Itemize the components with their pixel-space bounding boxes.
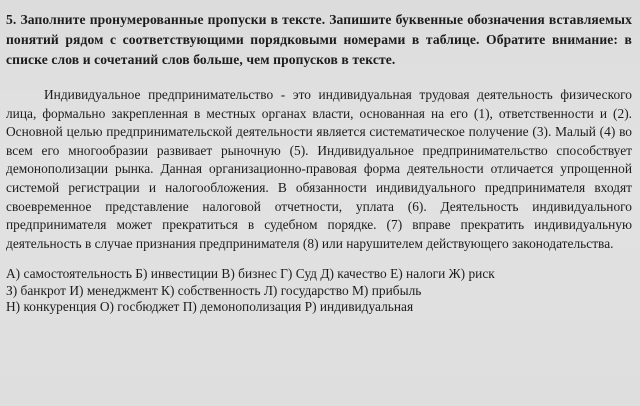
options-line-1: А) самостоятельность Б) инвестиции В) бизнес Г) Суд Д) качество Е) налоги Ж) риск: [6, 266, 495, 282]
passage-text: Индивидуальное предпринимательство - это индивидуальная трудовая деятельность физического лица, формально закрепленная в местных органах власти, основанная на его (1), ответственности и (2). Основной целью предпринимательской деятельности является систематическое получение (3). Малый (4) во всем его многообразии развивает рыночную (5). Индивидуальное предпринимательство способствует демонополизации рынка. Данная организационно-правовая форма деятельности отличается упрощенной системой регистрации и налогообложения. В обязанности индивидуального предпринимателя входят своевременное представление налоговой отчетности, уплата (6). Деятельность индивидуального предпринимателя может прекратиться в судебном порядке. (7) вправе прекратить индивидуальную деятельность в случае признания предпринимателя (8) или нарушителем действующего законодательства.: [6, 87, 632, 251]
options-line-3: Н) конкуренция О) госбюджет П) демонополизация Р) индивидуальная: [6, 299, 414, 315]
options-list: [6, 266, 632, 316]
task-instruction: 5. Заполните пронумерованные пропуски в тексте. Запишите буквенные обозначения вставляемых понятий рядом с соответствующими порядковыми номерами в таблице. Обратите внимание: в списке слов и сочетаний слов больше, чем пропусков в тексте.: [6, 12, 632, 67]
options-line-2: З) банкрот И) менеджмент К) собственность Л) государство М) прибыль: [6, 282, 422, 298]
